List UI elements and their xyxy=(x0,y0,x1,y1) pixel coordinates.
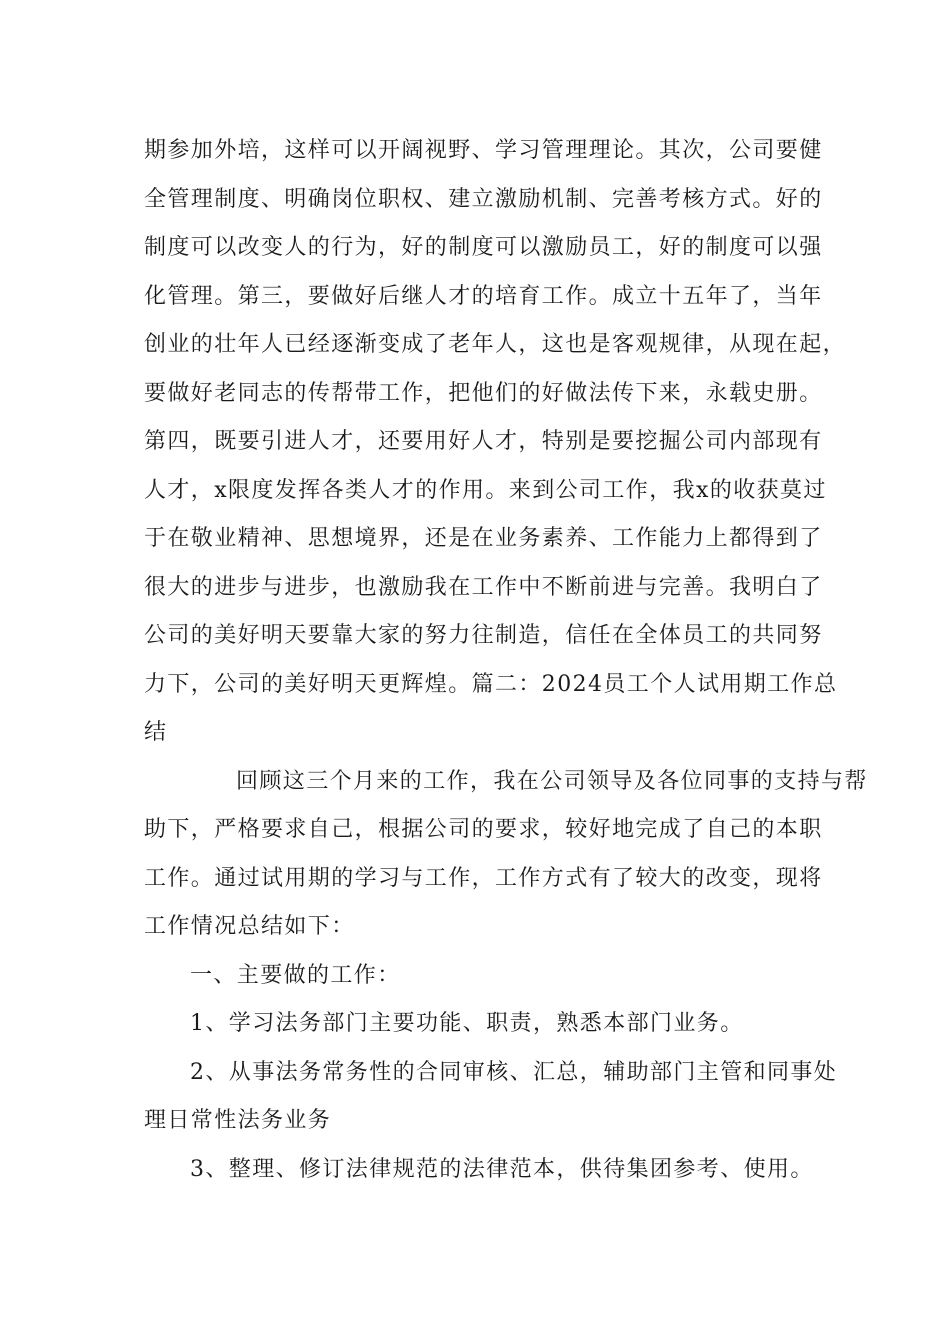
text-line: 结 xyxy=(144,720,168,745)
text-line: 期参加外培，这样可以开阔视野、学习管理理论。其次，公司要健 xyxy=(144,138,823,163)
text-line: 制度可以改变人的行为，好的制度可以激励员工，好的制度可以强 xyxy=(144,235,823,260)
text-line: 创业的壮年人已经逐渐变成了老年人，这也是客观规律，从现在起， xyxy=(144,332,847,357)
text-line: 要做好老同志的传帮带工作，把他们的好做法传下来，永载史册。 xyxy=(144,380,823,406)
text-line: 力下，公司的美好明天更辉煌。篇二：2024员工个人试用期工作总 xyxy=(144,671,838,697)
text-line: 1、学习法务部门主要功能、职责，熟悉本部门业务。 xyxy=(190,1011,744,1036)
text-line: 全管理制度、明确岗位职权、建立激励机制、完善考核方式。好的 xyxy=(144,186,823,212)
text-line: 化管理。第三，要做好后继人才的培育工作。成立十五年了，当年 xyxy=(144,283,823,309)
text-line: 回顾这三个月来的工作，我在公司领导及各位同事的支持与帮 xyxy=(236,768,868,794)
text-line: 一、主要做的工作： xyxy=(190,962,401,988)
paragraph-2 xyxy=(144,758,868,952)
list-item-2 xyxy=(144,1049,838,1146)
text-line: 很大的进步与进步，也激励我在工作中不断前进与完善。我明白了 xyxy=(144,574,823,600)
list-item-3 xyxy=(144,1146,824,1195)
text-line: 人才，x限度发挥各类人才的作用。来到公司工作，我x的收获莫过 xyxy=(144,477,827,503)
text-line: 2、从事法务常务性的合同审核、汇总，辅助部门主管和同事处 xyxy=(190,1059,838,1085)
paragraph-1 xyxy=(144,127,847,758)
text-line: 助下，严格要求自己，根据公司的要求，较好地完成了自己的本职 xyxy=(144,817,823,842)
text-line: 工作。通过试用期的学习与工作，工作方式有了较大的改变，现将 xyxy=(144,865,823,891)
list-item-1 xyxy=(144,1000,824,1049)
text-line: 公司的美好明天要靠大家的努力往制造，信任在全体员工的共同努 xyxy=(144,623,823,648)
section-heading xyxy=(144,952,824,1001)
text-line: 工作情况总结如下： xyxy=(144,914,355,939)
text-line: 3、整理、修订法律规范的法律范本，供待集团参考、使用。 xyxy=(190,1156,814,1182)
text-line: 于在敬业精神、思想境界，还是在业务素养、工作能力上都得到了 xyxy=(144,526,823,551)
text-line: 理日常性法务业务 xyxy=(144,1108,332,1133)
document-body xyxy=(144,127,868,1194)
text-line: 第四，既要引进人才，还要用好人才，特别是要挖掘公司内部现有 xyxy=(144,429,823,454)
